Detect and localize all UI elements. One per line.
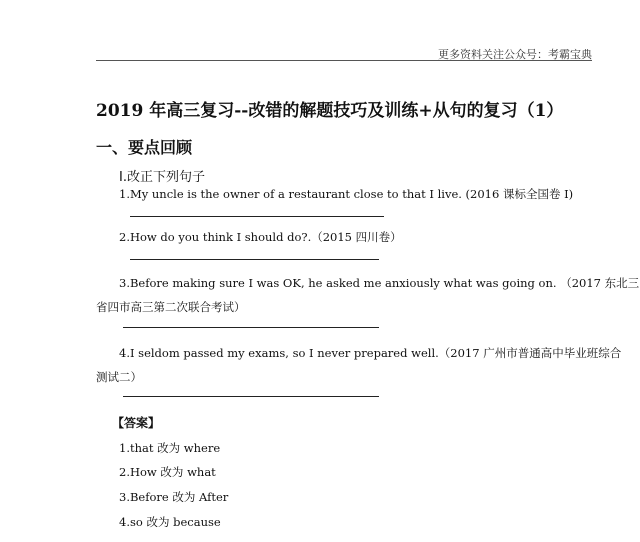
question-3-answer-blank [123, 327, 379, 328]
question-4-text-line-2: 测试二） [96, 370, 142, 384]
header-rule [96, 60, 592, 61]
question-1-text: 1.My uncle is the owner of a restaurant close to that I live. (2016 课标全国卷 Ⅰ) [119, 187, 574, 201]
answer-heading: 【答案】 [112, 416, 161, 430]
question-2-answer-blank [130, 259, 379, 260]
question-1-answer-blank [130, 216, 384, 217]
question-3-text-line-1: 3.Before making sure I was OK, he asked me anxiously what was going on. （2017 东北三 [119, 276, 640, 290]
document-title: 2019 年高三复习--改错的解题技巧及训练+从句的复习（1） [96, 101, 564, 121]
answer-item-2: 2.How 改为 what [119, 465, 216, 479]
question-4-answer-blank [123, 396, 379, 397]
answer-item-3: 3.Before 改为 After [119, 490, 229, 504]
subsection-heading: Ⅰ.改正下列句子 [119, 170, 205, 185]
answer-item-1: 1.that 改为 where [119, 441, 221, 455]
answer-item-4: 4.so 改为 because [119, 515, 221, 529]
question-3-text-line-2: 省四市高三第二次联合考试） [96, 300, 246, 314]
header-note: 更多资料关注公众号：考霸宝典 [438, 48, 592, 61]
question-4-text-line-1: 4.I seldom passed my exams, so I never prepared well.（2017 广州市普通高中毕业班综合 [119, 346, 622, 360]
question-2-text: 2.How do you think I should do?.（2015 四川卷） [119, 230, 402, 244]
section-heading: 一、要点回顾 [96, 138, 193, 157]
